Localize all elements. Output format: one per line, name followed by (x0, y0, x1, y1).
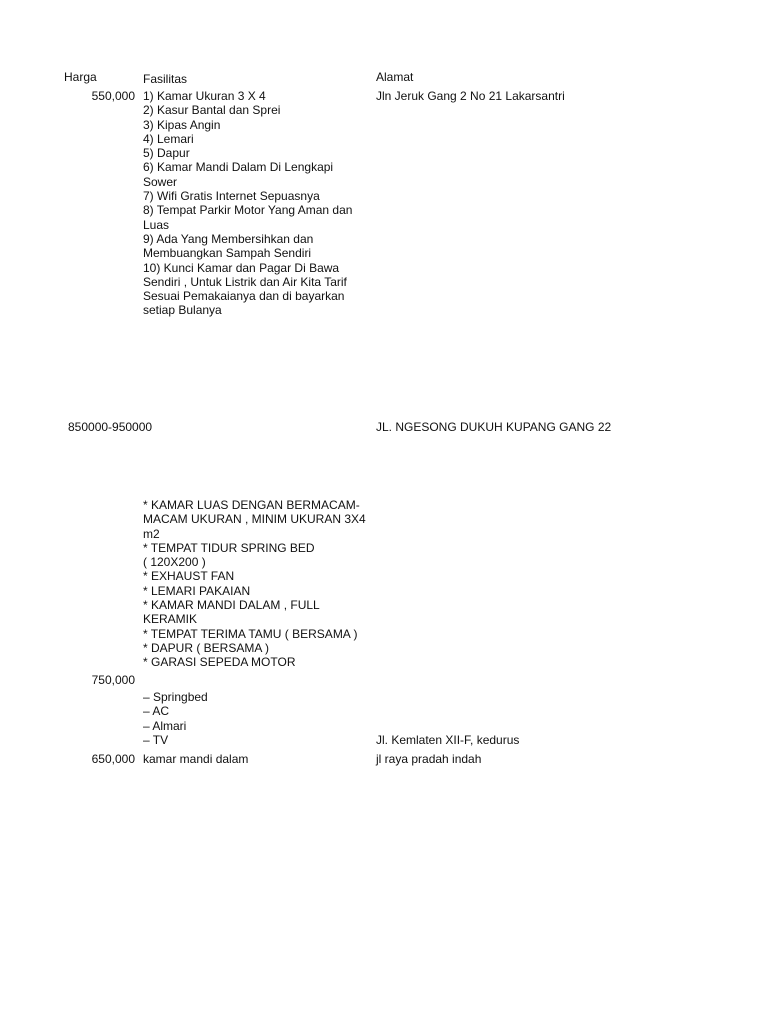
row1-fasilitas (143, 89, 373, 318)
row6-fasilitas: kamar mandi dalam (143, 752, 249, 766)
row3-fasilitas-line: ( 120X200 ) (143, 555, 206, 570)
row3-fasilitas-line: * KAMAR LUAS DENGAN BERMACAM- (143, 498, 360, 512)
header-alamat: Alamat (376, 70, 414, 84)
row5-fasilitas-line: – AC (143, 704, 170, 719)
row3-fasilitas-line: * EXHAUST FAN (143, 569, 235, 584)
row4-harga: 750,000 (91, 673, 135, 687)
row1-fasilitas-line: Luas (143, 217, 170, 232)
row3-fasilitas-line: * LEMARI PAKAIAN (143, 583, 251, 598)
row1-fasilitas-line: 5) Dapur (143, 146, 190, 161)
row3-fasilitas-line: MACAM UKURAN , MINIM UKURAN 3X4 (143, 512, 366, 527)
row3-fasilitas-line: m2 (143, 526, 160, 541)
row1-fasilitas-line: 8) Tempat Parkir Motor Yang Aman dan (143, 203, 353, 218)
row3-fasilitas-line: * GARASI SEPEDA MOTOR (143, 655, 296, 670)
row5-fasilitas-line: – Springbed (143, 690, 208, 704)
row5-fasilitas-line: – TV (143, 732, 169, 747)
row1-fasilitas-line: 1) Kamar Ukuran 3 X 4 (143, 89, 266, 103)
row3-fasilitas-line: * DAPUR ( BERSAMA ) (143, 640, 270, 655)
row1-fasilitas-line: Sower (143, 174, 178, 189)
row1-fasilitas-line: 2) Kasur Bantal dan Sprei (143, 103, 281, 118)
row1-fasilitas-line: setiap Bulanya (143, 303, 222, 318)
row1-fasilitas-line: 10) Kunci Kamar dan Pagar Di Bawa (143, 260, 340, 275)
row3-fasilitas-line: * TEMPAT TERIMA TAMU ( BERSAMA ) (143, 626, 358, 641)
row1-alamat: Jln Jeruk Gang 2 No 21 Lakarsantri (376, 89, 565, 103)
row1-fasilitas-line: 7) Wifi Gratis Internet Sepuasnya (143, 189, 320, 204)
row1-fasilitas-line: 4) Lemari (143, 131, 194, 146)
row1-fasilitas-line: 3) Kipas Angin (143, 117, 221, 132)
row1-fasilitas-line: Sendiri , Untuk Listrik dan Air Kita Tarif (143, 274, 347, 289)
header-fasilitas: Fasilitas (143, 72, 188, 86)
row1-fasilitas-line: 9) Ada Yang Membersihkan dan (143, 231, 314, 246)
header-harga: Harga (64, 70, 97, 84)
row2-harga: 850000-950000 (68, 420, 153, 434)
row1-fasilitas-line: 6) Kamar Mandi Dalam Di Lengkapi (143, 160, 334, 175)
row2-alamat: JL. NGESONG DUKUH KUPANG GANG 22 (376, 420, 612, 434)
row5-alamat: Jl. Kemlaten XII-F, kedurus (376, 733, 520, 747)
row5-fasilitas (143, 690, 373, 747)
row3-fasilitas-line: * TEMPAT TIDUR SPRING BED (143, 540, 315, 555)
row1-harga: 550,000 (91, 89, 135, 103)
row3-fasilitas-line: KERAMIK (143, 612, 198, 627)
row6-alamat: jl raya pradah indah (376, 752, 482, 766)
row6-harga: 650,000 (91, 752, 135, 766)
row5-fasilitas-line: – Almari (143, 718, 187, 733)
row1-fasilitas-line: Sesuai Pemakaianya dan di bayarkan (143, 289, 345, 304)
row1-fasilitas-line: Membuangkan Sampah Sendiri (143, 246, 312, 261)
row3-fasilitas (143, 498, 378, 670)
row3-fasilitas-line: * KAMAR MANDI DALAM , FULL (143, 598, 320, 613)
